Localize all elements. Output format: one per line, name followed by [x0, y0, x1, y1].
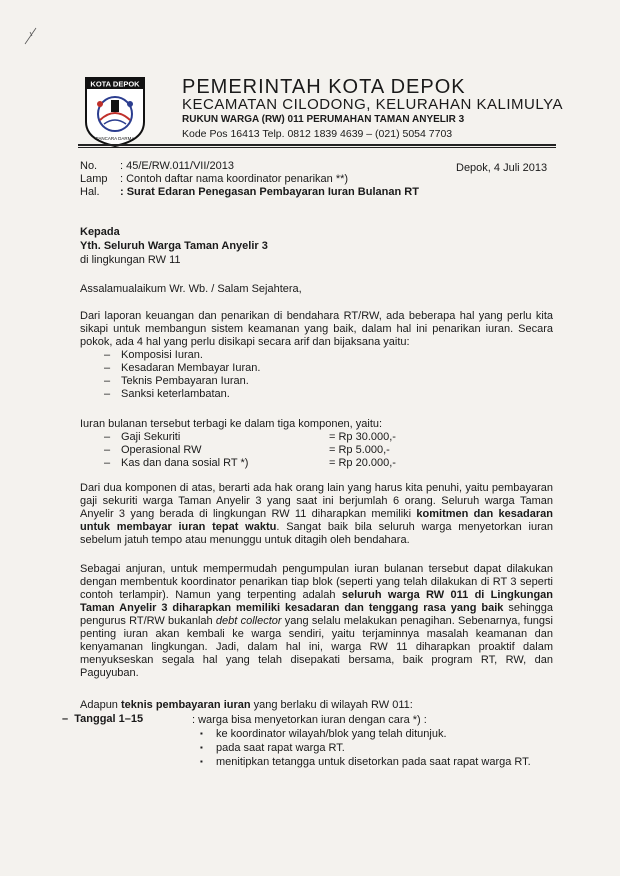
header-contact: Kode Pos 16413 Telp. 0812 1839 4639 – (021) 5054 7703	[182, 128, 453, 140]
fee-row: – Operasional RW = Rp 5.000,-	[104, 444, 396, 457]
fees-intro: Iuran bulanan tersebut terbagi ke dalam tiga komponen, yaitu:	[80, 418, 383, 430]
greeting: Assalamualaikum Wr. Wb. / Salam Sejahtera,	[80, 283, 302, 295]
list-item: ▪ ke koordinator wilayah/blok yang telah ditunjuk.	[216, 727, 531, 741]
header-government: PEMERINTAH KOTA DEPOK	[182, 76, 466, 98]
recipient-kepada: Kepada	[80, 226, 120, 238]
meta-subject: Hal. : Surat Edaran Penegasan Pembayaran Iuran Bulanan RT	[80, 186, 419, 198]
logo-text: KOTA DEPOK	[90, 79, 140, 89]
fee-row: – Gaji Sekuriti = Rp 30.000,-	[104, 431, 396, 444]
list-item: ▪ pada saat rapat warga RT.	[216, 741, 531, 755]
recipient-location: di lingkungan RW 11	[80, 254, 181, 266]
header-rule-thin	[78, 147, 556, 148]
list-item: – Teknis Pembayaran Iuran.	[121, 375, 260, 388]
tech-date-row: – Tanggal 1–15	[62, 713, 144, 725]
letter-date: Depok, 4 Juli 2013	[456, 162, 548, 174]
pen-mark-icon	[22, 26, 42, 46]
fees-list	[104, 431, 396, 470]
list-item: – Kesadaran Membayar Iuran.	[121, 362, 260, 375]
paragraph-coordinator: Sebagai anjuran, untuk mempermudah pengumpulan iuran bulanan tersebut dapat dilakukan dengan membentuk koordinator penarikan tiap blok (seperti yang telah dilakukan di RT 3 seperti contoh terlampir). Namun yang terpenting adalah seluruh warga RW 011 di Lingkungan Taman Anyelir 3 diharapkan memiliki kesadaran dan tenggang rasa yang baik sehingga pengurus RT/RW bukanlah debt collector yang selalu melakukan penagihan. Sebenarnya, fungsi penting iuran akan kembali ke warga sendiri, yaitu terjaminnya masalah keamanan dan kenyamanan lingkungan. Jadi, dalam hal ini, warga RW 11 diharapkan proaktif dalam menyukseskan segala hal yang telah disepakati bersama, baik program RT, RW, dan Paguyuban.	[80, 563, 554, 679]
kota-depok-logo	[84, 76, 146, 148]
header-kecamatan: KECAMATAN CILODONG, KELURAHAN KALIMULYA	[182, 96, 563, 113]
paragraph-commitment: Dari dua komponen di atas, berarti ada hak orang lain yang harus kita penuhi, yaitu pembayaran gaji sekuriti warga Taman Anyelir 3 yang saat ini berjumlah 6 orang. Seluruh warga Taman Anyelir 3 yang berada di lingkungan RW 11 diharapkan memiliki komitmen dan kesadaran untuk membayar iuran tepat waktu. Sangat baik bila seluruh warga menyetorkan iuran sebelum jatuh tempo atau menunggu untuk ditagih oleh bendahara.	[80, 482, 554, 546]
recipient-name: Yth. Seluruh Warga Taman Anyelir 3	[80, 240, 268, 252]
header-rw: RUKUN WARGA (RW) 011 PERUMAHAN TAMAN ANYELIR 3	[182, 114, 465, 125]
meta-number: No. : 45/E/RW.011/VII/2013	[80, 160, 234, 172]
tech-date-desc: : warga bisa menyetorkan iuran dengan cara *) :	[192, 714, 427, 726]
list-item: – Sanksi keterlambatan.	[121, 388, 260, 401]
meta-attachment: Lamp : Contoh daftar nama koordinator penarikan **)	[80, 173, 349, 185]
list-item: – Komposisi Iuran.	[121, 349, 260, 362]
tech-heading: Adapun teknis pembayaran iuran yang berlaku di wilayah RW 011:	[80, 699, 413, 711]
fee-row: – Kas dan dana sosial RT *) = Rp 20.000,-	[104, 457, 396, 470]
paragraph-intro: Dari laporan keuangan dan penarikan di bendahara RT/RW, ada beberapa hal yang perlu kita sikapi untuk membangun sistem keamanan yang baik, dalam hal ini penarikan iuran. Secara pokok, ada 4 hal yang perlu disikapi secara arif dan bijaksana yaitu:	[80, 310, 553, 348]
header-rule	[78, 144, 556, 146]
points-list	[104, 349, 260, 401]
logo-motto: PANCARA DARMA	[95, 136, 135, 141]
payment-methods-list	[200, 727, 531, 769]
list-item: ▪ menitipkan tetangga untuk disetorkan pada saat rapat warga RT.	[216, 755, 531, 769]
